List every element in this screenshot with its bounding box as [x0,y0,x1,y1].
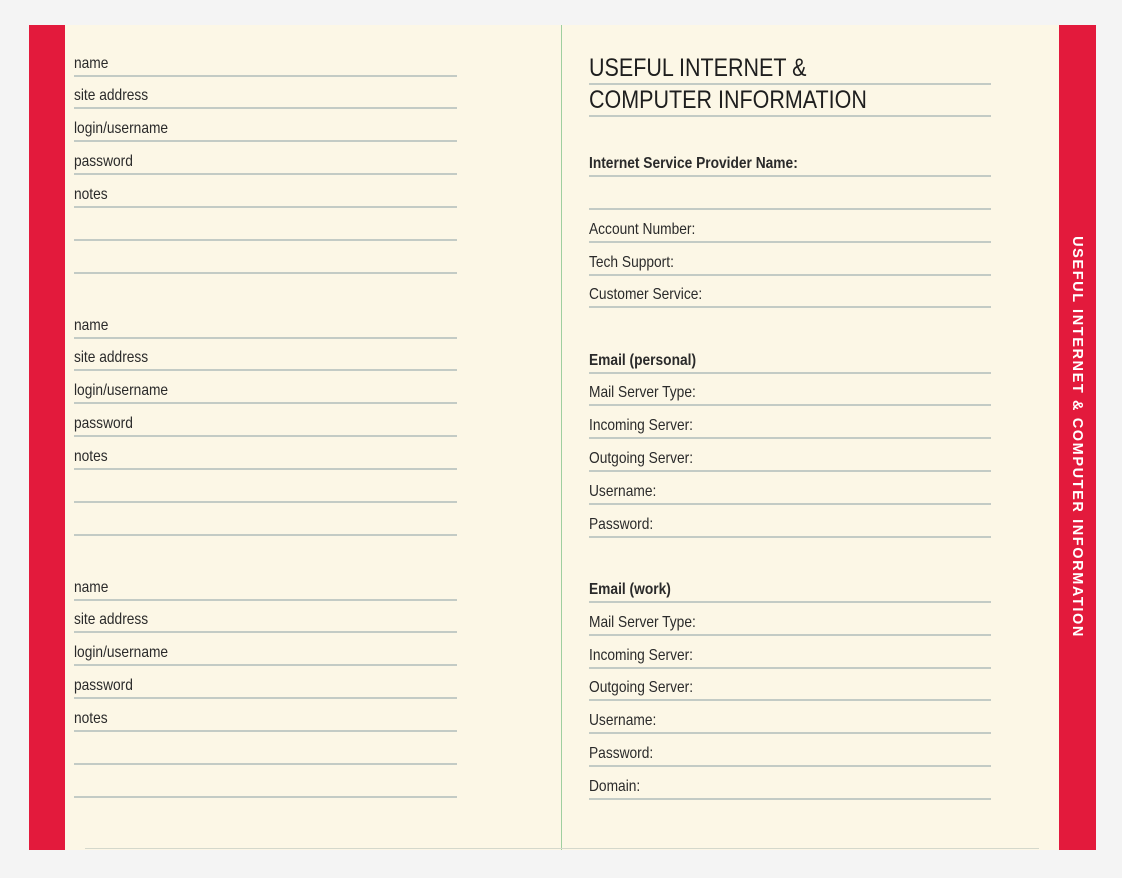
email-personal-heading [589,342,991,374]
notes-field[interactable] [74,176,457,208]
field-label: Incoming Server: [589,647,694,664]
notes-line[interactable] [74,504,457,536]
page-bottom-edge [85,848,1039,849]
field-label: Account Number: [589,221,696,238]
field-label: name [74,317,109,334]
field-label: Outgoing Server: [589,450,694,467]
left-red-band [29,25,65,850]
password-field[interactable] [74,667,457,699]
mail-server-type-field[interactable] [589,374,991,406]
outgoing-server-field[interactable] [589,669,991,701]
notes-line[interactable] [74,471,457,503]
password-field[interactable] [74,405,457,437]
login-username-field[interactable] [74,110,457,142]
login-username-field[interactable] [74,372,457,404]
domain-field[interactable] [589,768,991,800]
isp-name-field[interactable] [589,145,991,177]
site-address-field[interactable] [74,601,457,633]
field-label: Password: [589,745,654,762]
username-field[interactable] [589,702,991,734]
field-label: Incoming Server: [589,417,694,434]
notes-field[interactable] [74,438,457,470]
page-title-text: USEFUL INTERNET & [589,54,807,82]
email-work-heading [589,571,991,603]
notes-field[interactable] [74,700,457,732]
field-label: Outgoing Server: [589,679,694,696]
field-label: notes [74,186,108,203]
section-heading: Email (personal) [589,352,697,369]
name-field[interactable] [74,307,457,339]
field-label: notes [74,710,108,727]
incoming-server-field[interactable] [589,407,991,439]
name-field[interactable] [74,569,457,601]
customer-service-field[interactable] [589,276,991,308]
notes-line[interactable] [74,209,457,241]
field-label: Customer Service: [589,286,703,303]
page-spine [561,25,562,850]
page-title-text: COMPUTER INFORMATION [589,86,867,114]
password-field[interactable] [74,143,457,175]
account-number-field[interactable] [589,211,991,243]
field-label: login/username [74,644,169,661]
name-field[interactable] [74,45,457,77]
field-label: Username: [589,483,657,500]
field-label: Mail Server Type: [589,384,696,401]
tech-support-field[interactable] [589,244,991,276]
field-label: password [74,153,133,170]
section-heading: Email (work) [589,581,671,598]
field-label: Domain: [589,778,641,795]
password-field[interactable] [589,735,991,767]
site-address-field[interactable] [74,77,457,109]
field-label: login/username [74,120,169,137]
password-field[interactable] [589,506,991,538]
side-tab-label: USEFUL INTERNET & COMPUTER INFORMATION [1069,236,1085,638]
field-label: Password: [589,516,654,533]
page-title-line-2 [589,85,991,117]
field-label: site address [74,611,149,628]
field-label: Mail Server Type: [589,614,696,631]
section-heading: Internet Service Provider Name: [589,155,798,172]
notes-line[interactable] [74,242,457,274]
field-label: password [74,677,133,694]
login-username-field[interactable] [74,634,457,666]
notes-line[interactable] [74,733,457,765]
page-title-line-1 [589,53,991,85]
isp-name-line[interactable] [589,178,991,210]
site-address-field[interactable] [74,339,457,371]
field-label: name [74,55,109,72]
mail-server-type-field[interactable] [589,604,991,636]
field-label: login/username [74,382,169,399]
outgoing-server-field[interactable] [589,440,991,472]
field-label: site address [74,87,149,104]
field-label: notes [74,448,108,465]
incoming-server-field[interactable] [589,637,991,669]
field-label: site address [74,349,149,366]
field-label: Username: [589,712,657,729]
field-label: Tech Support: [589,254,674,271]
username-field[interactable] [589,473,991,505]
field-label: password [74,415,133,432]
field-label: name [74,579,109,596]
notes-line[interactable] [74,766,457,798]
